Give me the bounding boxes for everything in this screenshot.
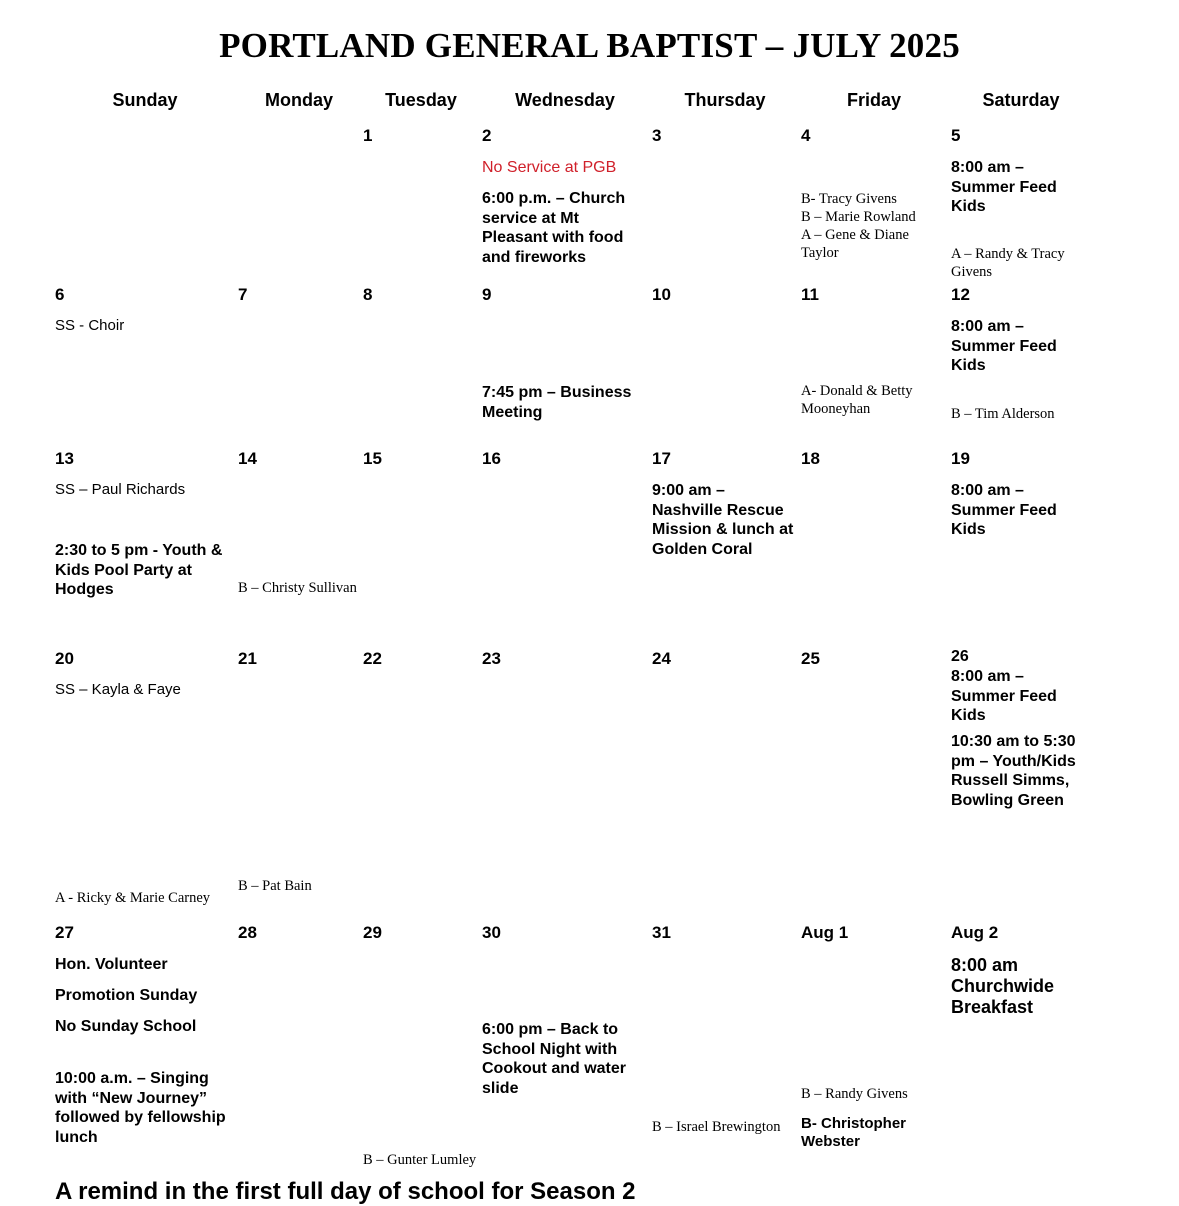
day-number: Aug 2 xyxy=(951,923,999,942)
day-number: 12 xyxy=(951,285,970,304)
day-number: 20 xyxy=(55,649,74,668)
event-text: B – Christy Sullivan xyxy=(238,580,357,596)
event-text: 8:00 am – Summer Feed Kids xyxy=(951,482,1057,538)
dow-wednesday: Wednesday xyxy=(515,90,615,110)
event-text: SS – Kayla & Faye xyxy=(55,681,181,698)
event-text: 10:00 a.m. – Singing with “New Journey” followed by fellowship lunch xyxy=(55,1070,226,1146)
day-number: 7 xyxy=(238,285,248,304)
event-text: 8:00 am – Summer Feed Kids xyxy=(951,668,1057,724)
day-number: 26 xyxy=(951,648,969,665)
day-number: 27 xyxy=(55,923,74,942)
day-number: 17 xyxy=(652,449,671,468)
dow-tuesday: Tuesday xyxy=(385,90,457,110)
day-number: 4 xyxy=(801,126,811,145)
event-text: A – Randy & Tracy Givens xyxy=(951,246,1065,280)
event-text: B – Gunter Lumley xyxy=(363,1152,477,1168)
day-number: 23 xyxy=(482,649,501,668)
day-number: 8 xyxy=(363,285,373,304)
dow-monday: Monday xyxy=(264,90,333,110)
event-text: SS – Paul Richards xyxy=(55,481,186,498)
day-number: 1 xyxy=(363,126,373,145)
event-text: B – Pat Bain xyxy=(238,878,312,894)
day-number: 24 xyxy=(652,649,671,668)
day-number: 2 xyxy=(482,126,492,145)
event-text: A- Donald & Betty Mooneyhan xyxy=(801,383,913,417)
event-text: 8:00 am – Summer Feed Kids xyxy=(951,159,1057,215)
day-number: 31 xyxy=(652,923,671,942)
day-number: 30 xyxy=(482,923,501,942)
event-text: B – Tim Alderson xyxy=(951,406,1055,422)
day-number: 21 xyxy=(238,649,257,668)
event-text: SS - Choir xyxy=(55,317,125,334)
event-text: A - Ricky & Marie Carney xyxy=(55,890,211,906)
day-number: 29 xyxy=(363,923,382,942)
calendar-title: PORTLAND GENERAL BAPTIST – JULY 2025 xyxy=(219,26,960,65)
event-text: 8:00 am – Summer Feed Kids xyxy=(951,318,1057,374)
event-text: No Service at PGB xyxy=(482,159,617,176)
event-text: 7:45 pm – Business Meeting xyxy=(482,384,632,421)
event-text: B – Randy Givens xyxy=(801,1086,908,1102)
event-text: 8:00 am Churchwide Breakfast xyxy=(951,955,1055,1017)
day-number: 14 xyxy=(238,449,257,468)
day-number: 5 xyxy=(951,126,961,145)
day-number: 19 xyxy=(951,449,970,468)
event-text: B – Israel Brewington xyxy=(652,1119,781,1135)
event-text: Promotion Sunday xyxy=(55,987,198,1004)
day-number: 16 xyxy=(482,449,501,468)
day-number: 15 xyxy=(363,449,382,468)
dow-sunday: Sunday xyxy=(112,90,178,110)
event-text: B- Tracy Givens B – Marie Rowland A – Gene & Diane Taylor xyxy=(801,191,916,261)
footer-note: A remind in the first full day of school for Season 2 xyxy=(55,1178,636,1205)
day-number: Aug 1 xyxy=(801,923,849,942)
day-number: 25 xyxy=(801,649,820,668)
dow-thursday: Thursday xyxy=(684,90,766,110)
dow-saturday: Saturday xyxy=(982,90,1060,110)
dow-friday: Friday xyxy=(846,90,902,110)
day-number: 22 xyxy=(363,649,382,668)
event-text: No Sunday School xyxy=(55,1018,197,1035)
day-number: 6 xyxy=(55,285,65,304)
day-number: 3 xyxy=(652,126,662,145)
day-number: 18 xyxy=(801,449,820,468)
event-text: Hon. Volunteer xyxy=(55,956,168,973)
event-text: 6:00 pm – Back to School Night with Cookout and water slide xyxy=(482,1021,627,1097)
event-text: B- Christopher Webster xyxy=(801,1115,906,1150)
day-number: 28 xyxy=(238,923,257,942)
day-number: 10 xyxy=(652,285,671,304)
day-number: 11 xyxy=(801,285,819,304)
day-number: 9 xyxy=(482,285,492,304)
event-text: 2:30 to 5 pm - Youth & Kids Pool Party at Hodges xyxy=(55,542,223,598)
event-text: 6:00 p.m. – Church service at Mt Pleasant with food and fireworks xyxy=(482,190,626,266)
event-text: 10:30 am to 5:30 pm – Youth/Kids Russell Simms, Bowling Green xyxy=(951,733,1076,809)
day-number: 13 xyxy=(55,449,74,468)
event-text: 9:00 am – Nashville Rescue Mission & lunch at Golden Coral xyxy=(652,482,794,558)
